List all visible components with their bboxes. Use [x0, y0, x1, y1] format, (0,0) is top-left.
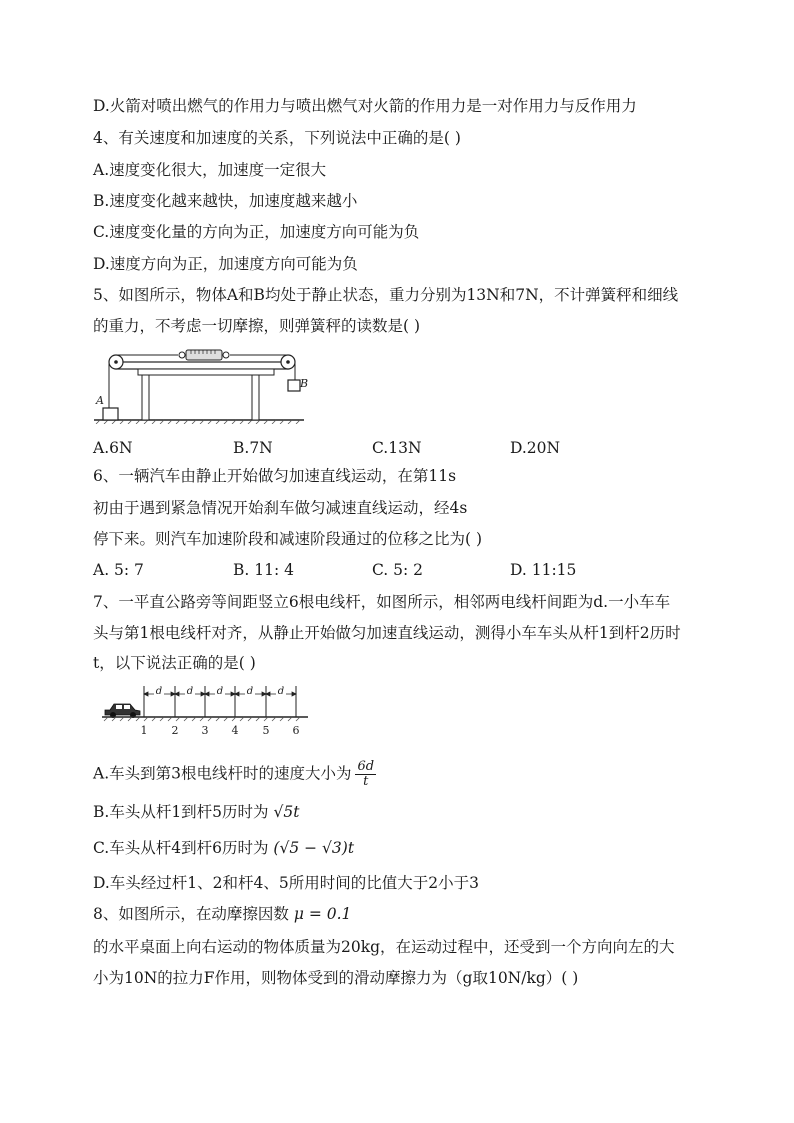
q8-stem-text: 8、如图所示，在动摩擦因数 — [93, 905, 289, 923]
q4-stem: 4、有关速度和加速度的关系，下列说法中正确的是( ) — [93, 129, 461, 147]
q5-option-a: A.6N — [93, 439, 133, 457]
gap-label: d — [216, 686, 224, 697]
q5-label-a: A — [96, 394, 104, 407]
q7-stem-line1: 7、一平直公路旁等间距竖立6根电线杆，如图所示，相邻两电线杆间距为d.一小车车 — [93, 593, 671, 611]
q7-poles-figure — [100, 684, 315, 738]
fraction — [355, 760, 376, 789]
fraction-numerator: 6d — [357, 759, 375, 774]
q6-option-b: B. 11: 4 — [233, 561, 294, 579]
q7-option-c — [93, 838, 354, 858]
pole-label: 2 — [171, 724, 179, 737]
q5-option-c: C.13N — [372, 439, 422, 457]
q7-option-d: D.车头经过杆1、2和杆4、5所用时间的比值大于2小于3 — [93, 874, 479, 892]
q8-stem-line2: 的水平桌面上向右运动的物体质量为20kg，在运动过程中，还受到一个方向向左的大 — [93, 938, 675, 956]
gap-label: d — [277, 686, 285, 697]
q7-option-b-text: B.车头从杆1到杆5历时为 — [93, 803, 269, 821]
q6-stem-line1: 6、一辆汽车由静止开始做匀加速直线运动，在第11s — [93, 467, 457, 485]
q3-option-d: D.火箭对喷出燃气的作用力与喷出燃气对火箭的作用力是一对作用力与反作用力 — [93, 97, 637, 115]
gap-label: d — [246, 686, 254, 697]
q5-stem-line1: 5、如图所示，物体A和B均处于静止状态，重力分别为13N和7N，不计弹簧秤和细线 — [93, 286, 679, 304]
q6-option-a: A. 5: 7 — [93, 561, 144, 579]
q7-option-c-text: C.车头从杆4到杆6历时为 — [93, 839, 269, 857]
q6-option-d: D. 11:15 — [510, 561, 577, 579]
q4-option-c: C.速度变化量的方向为正，加速度方向可能为负 — [93, 223, 420, 241]
q6-option-c: C. 5: 2 — [372, 561, 424, 579]
q5-spring-scale-figure — [92, 342, 312, 424]
q5-option-d: D.20N — [510, 439, 561, 457]
pole-label: 5 — [262, 724, 270, 737]
q7-option-b — [93, 802, 299, 822]
q4-option-d: D.速度方向为正，加速度方向可能为负 — [93, 255, 358, 273]
pole-label: 3 — [201, 724, 209, 737]
q7-stem-line3: t，以下说法正确的是( ) — [93, 654, 256, 672]
pole-label: 1 — [140, 724, 148, 737]
pole-label: 6 — [292, 724, 300, 737]
q5-label-b: B — [300, 377, 309, 390]
car-icon — [105, 704, 140, 718]
q4-option-a: A.速度变化很大，加速度一定很大 — [93, 161, 327, 179]
q5-option-b: B.7N — [233, 439, 273, 457]
q7-option-a-text: A.车头到第3根电线杆时的速度大小为 — [93, 764, 352, 783]
q6-stem-line3: 停下来。则汽车加速阶段和减速阶段通过的位移之比为( ) — [93, 530, 483, 548]
q7-option-a — [93, 760, 376, 789]
gap-label: d — [155, 686, 163, 697]
fraction-denominator: t — [363, 774, 369, 789]
q7-option-b-math: √5t — [273, 803, 300, 821]
q8-stem-line3: 小为10N的拉力F作用，则物体受到的滑动摩擦力为（g取10N/kg）( ) — [93, 969, 579, 987]
q4-option-b: B.速度变化越来越快，加速度越来越小 — [93, 192, 358, 210]
q8-stem-line1 — [93, 904, 351, 924]
pole-label: 4 — [231, 724, 239, 737]
q8-mu-math: μ = 0.1 — [293, 905, 352, 923]
q6-stem-line2: 初由于遇到紧急情况开始刹车做匀减速直线运动，经4s — [93, 499, 468, 517]
gap-label: d — [186, 686, 194, 697]
q7-stem-line2: 头与第1根电线杆对齐，从静止开始做匀加速直线运动，测得小车车头从杆1到杆2历时 — [93, 624, 681, 642]
q5-stem-line2: 的重力，不考虑一切摩擦，则弹簧秤的读数是( ) — [93, 317, 421, 335]
q7-option-c-math: (√5 − √3)t — [273, 839, 355, 857]
